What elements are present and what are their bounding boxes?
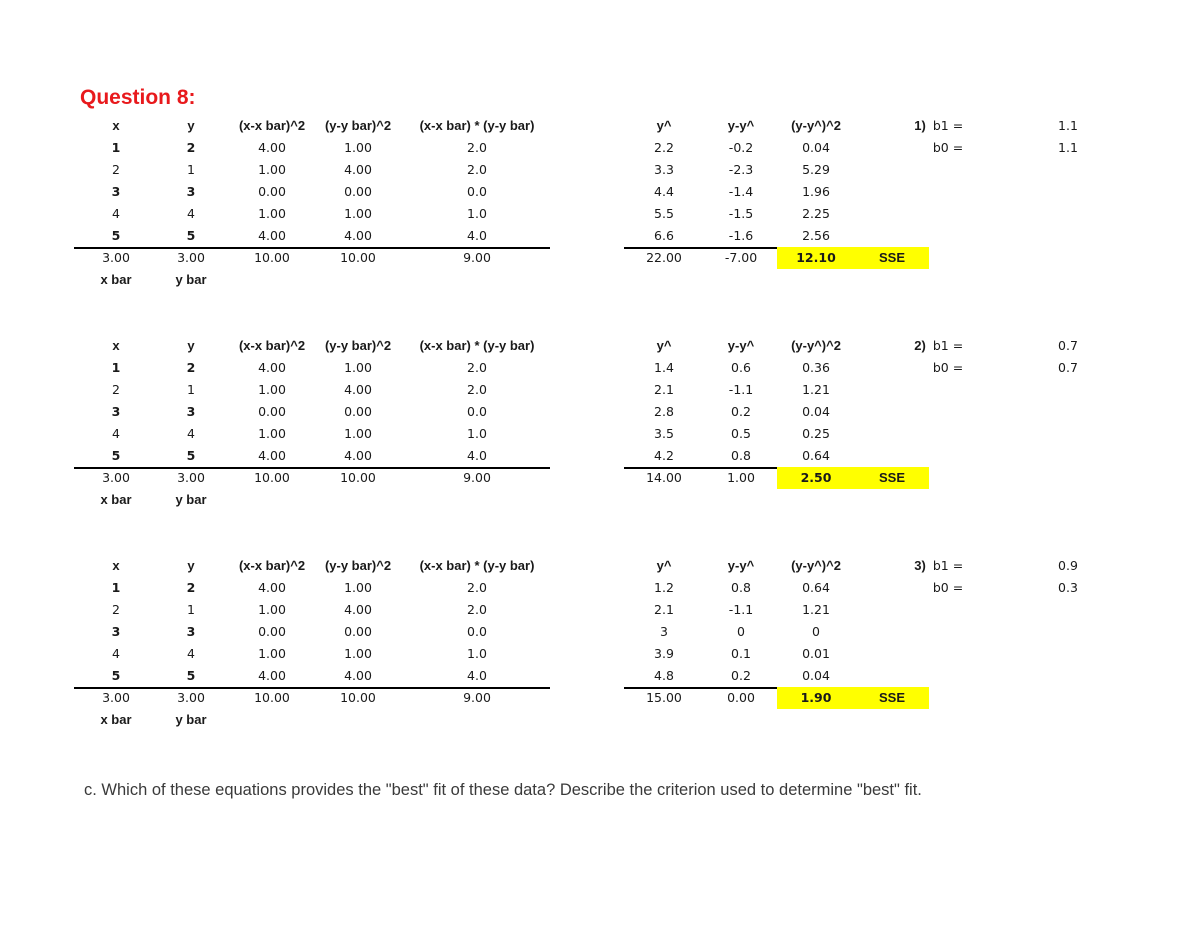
cell-yhat: 3 [660, 624, 668, 639]
cell-yhat: 1.2 [654, 580, 674, 595]
cell-resid2: 2.56 [802, 228, 830, 243]
cell-xy: 2.0 [467, 360, 487, 375]
header-yhat: y^ [656, 338, 672, 353]
header-resid: y-y^ [727, 338, 755, 353]
cell-x: 1 [111, 580, 121, 595]
cell-y: 1 [187, 602, 195, 617]
coef-number: 3) [914, 558, 926, 573]
cell-resid2: 0.25 [802, 426, 830, 441]
header-resid: y-y^ [727, 558, 755, 573]
cell-resid2: 0.64 [802, 448, 830, 463]
cell-xdev: 1.00 [258, 382, 286, 397]
total-rule [74, 247, 550, 249]
total-resid: -7.00 [724, 250, 758, 265]
sse-label: SSE [878, 250, 906, 265]
cell-yhat: 2.2 [654, 140, 674, 155]
cell-xy: 1.0 [467, 646, 487, 661]
cell-y: 1 [187, 382, 195, 397]
cell-y: 5 [186, 228, 196, 243]
cell-ydev: 1.00 [344, 140, 372, 155]
cell-resid: 0.6 [731, 360, 751, 375]
cell-ydev: 0.00 [344, 184, 372, 199]
xbar-label: x bar [100, 492, 132, 507]
header-ydev: (y-y bar)^2 [324, 558, 392, 573]
cell-xdev: 4.00 [258, 668, 286, 683]
total-yhat: 22.00 [646, 250, 682, 265]
cell-resid: -1.4 [728, 184, 754, 199]
cell-resid2: 0.01 [802, 646, 830, 661]
cell-xy: 4.0 [467, 228, 487, 243]
cell-resid: -1.1 [728, 382, 754, 397]
cell-yhat: 4.4 [654, 184, 674, 199]
cell-yhat: 2.1 [654, 602, 674, 617]
cell-ydev: 1.00 [344, 206, 372, 221]
total-rule [74, 467, 550, 469]
header-resid2: (y-y^)^2 [791, 338, 841, 353]
coef-number: 2) [914, 338, 926, 353]
cell-xdev: 4.00 [258, 360, 286, 375]
header-xdev: (x-x bar)^2 [238, 558, 306, 573]
cell-ydev: 4.00 [344, 382, 372, 397]
cell-resid: -0.2 [728, 140, 754, 155]
cell-xdev: 4.00 [258, 228, 286, 243]
cell-y: 1 [187, 162, 195, 177]
cell-yhat: 6.6 [654, 228, 674, 243]
cell-resid2: 0.04 [802, 404, 830, 419]
b0-label: b0 = [932, 360, 964, 375]
b1-label: b1 = [932, 338, 964, 353]
cell-x: 5 [111, 448, 121, 463]
header-x: x [112, 338, 120, 353]
total-xy: 9.00 [463, 690, 491, 705]
cell-ydev: 1.00 [344, 426, 372, 441]
cell-x: 3 [111, 184, 121, 199]
cell-x: 1 [111, 140, 121, 155]
header-x: x [112, 118, 120, 133]
total-y: 3.00 [177, 690, 205, 705]
total-resid2: 2.50 [800, 470, 832, 485]
header-resid2: (y-y^)^2 [791, 558, 841, 573]
cell-xy: 1.0 [467, 206, 487, 221]
total-ydev: 10.00 [340, 470, 376, 485]
cell-y: 5 [186, 448, 196, 463]
cell-resid2: 1.21 [802, 602, 830, 617]
cell-yhat: 4.8 [654, 668, 674, 683]
b1-value: 0.7 [1058, 338, 1078, 353]
cell-yhat: 3.3 [654, 162, 674, 177]
cell-resid2: 0.04 [802, 668, 830, 683]
header-yhat: y^ [656, 118, 672, 133]
cell-xdev: 1.00 [258, 162, 286, 177]
cell-resid: 0.8 [731, 448, 751, 463]
header-ydev: (y-y bar)^2 [324, 338, 392, 353]
cell-x: 4 [112, 426, 120, 441]
total-y: 3.00 [177, 250, 205, 265]
sse-label: SSE [878, 470, 906, 485]
b0-label: b0 = [932, 140, 964, 155]
total-resid: 1.00 [727, 470, 755, 485]
cell-resid2: 1.96 [802, 184, 830, 199]
sse-label: SSE [878, 690, 906, 705]
cell-x: 4 [112, 646, 120, 661]
cell-ydev: 4.00 [344, 162, 372, 177]
b0-label: b0 = [932, 580, 964, 595]
cell-ydev: 1.00 [344, 646, 372, 661]
cell-resid2: 0.04 [802, 140, 830, 155]
cell-ydev: 4.00 [344, 228, 372, 243]
cell-y: 2 [186, 140, 196, 155]
cell-xdev: 0.00 [258, 404, 286, 419]
ybar-label: y bar [175, 272, 207, 287]
cell-y: 2 [186, 580, 196, 595]
total-ydev: 10.00 [340, 250, 376, 265]
cell-ydev: 1.00 [344, 580, 372, 595]
cell-x: 4 [112, 206, 120, 221]
cell-xy: 2.0 [467, 602, 487, 617]
cell-resid2: 0 [812, 624, 820, 639]
cell-resid2: 0.36 [802, 360, 830, 375]
cell-yhat: 4.2 [654, 448, 674, 463]
cell-xy: 2.0 [467, 382, 487, 397]
total-yhat: 14.00 [646, 470, 682, 485]
cell-x: 2 [112, 602, 120, 617]
cell-xdev: 1.00 [258, 426, 286, 441]
header-xy: (x-x bar) * (y-y bar) [419, 558, 535, 573]
b1-value: 1.1 [1058, 118, 1078, 133]
cell-x: 3 [111, 404, 121, 419]
total-ydev: 10.00 [340, 690, 376, 705]
header-xy: (x-x bar) * (y-y bar) [419, 338, 535, 353]
page-title: Question 8: [80, 86, 196, 109]
coef-number: 1) [914, 118, 926, 133]
cell-y: 3 [186, 624, 196, 639]
cell-resid: -2.3 [728, 162, 754, 177]
cell-resid: 0.8 [731, 580, 751, 595]
cell-xdev: 0.00 [258, 624, 286, 639]
header-xdev: (x-x bar)^2 [238, 118, 306, 133]
total-x: 3.00 [102, 470, 130, 485]
cell-ydev: 4.00 [344, 602, 372, 617]
total-xdev: 10.00 [254, 690, 290, 705]
total-x: 3.00 [102, 690, 130, 705]
header-xdev: (x-x bar)^2 [238, 338, 306, 353]
cell-xdev: 1.00 [258, 206, 286, 221]
cell-resid: 0.5 [731, 426, 751, 441]
cell-resid: 0.1 [731, 646, 751, 661]
cell-y: 4 [187, 646, 195, 661]
cell-xdev: 4.00 [258, 448, 286, 463]
header-y: y [187, 558, 195, 573]
cell-ydev: 4.00 [344, 448, 372, 463]
cell-resid: -1.1 [728, 602, 754, 617]
xbar-label: x bar [100, 712, 132, 727]
total-yhat: 15.00 [646, 690, 682, 705]
cell-yhat: 3.9 [654, 646, 674, 661]
cell-y: 3 [186, 184, 196, 199]
cell-xy: 0.0 [467, 184, 487, 199]
cell-y: 4 [187, 206, 195, 221]
total-x: 3.00 [102, 250, 130, 265]
total-resid2: 12.10 [796, 250, 836, 265]
cell-resid2: 1.21 [802, 382, 830, 397]
total-rule [74, 687, 550, 689]
cell-ydev: 0.00 [344, 624, 372, 639]
cell-resid: 0 [737, 624, 745, 639]
cell-xy: 0.0 [467, 404, 487, 419]
cell-xy: 0.0 [467, 624, 487, 639]
b0-value: 0.7 [1058, 360, 1078, 375]
b0-value: 0.3 [1058, 580, 1078, 595]
cell-x: 1 [111, 360, 121, 375]
ybar-label: y bar [175, 712, 207, 727]
total-resid2: 1.90 [800, 690, 832, 705]
cell-yhat: 2.1 [654, 382, 674, 397]
cell-xdev: 4.00 [258, 140, 286, 155]
ybar-label: y bar [175, 492, 207, 507]
cell-x: 5 [111, 228, 121, 243]
b1-label: b1 = [932, 118, 964, 133]
cell-resid: 0.2 [731, 668, 751, 683]
cell-xdev: 4.00 [258, 580, 286, 595]
cell-yhat: 1.4 [654, 360, 674, 375]
cell-resid2: 0.64 [802, 580, 830, 595]
cell-resid: 0.2 [731, 404, 751, 419]
cell-y: 3 [186, 404, 196, 419]
cell-xdev: 1.00 [258, 602, 286, 617]
cell-ydev: 4.00 [344, 668, 372, 683]
b1-label: b1 = [932, 558, 964, 573]
header-yhat: y^ [656, 558, 672, 573]
total-xy: 9.00 [463, 470, 491, 485]
total-y: 3.00 [177, 470, 205, 485]
cell-resid: -1.5 [728, 206, 754, 221]
cell-x: 5 [111, 668, 121, 683]
cell-yhat: 2.8 [654, 404, 674, 419]
cell-xy: 4.0 [467, 668, 487, 683]
header-resid: y-y^ [727, 118, 755, 133]
b1-value: 0.9 [1058, 558, 1078, 573]
cell-y: 5 [186, 668, 196, 683]
cell-yhat: 5.5 [654, 206, 674, 221]
cell-xy: 2.0 [467, 580, 487, 595]
header-x: x [112, 558, 120, 573]
xbar-label: x bar [100, 272, 132, 287]
cell-ydev: 1.00 [344, 360, 372, 375]
header-xy: (x-x bar) * (y-y bar) [419, 118, 535, 133]
cell-x: 2 [112, 162, 120, 177]
cell-x: 2 [112, 382, 120, 397]
cell-resid2: 2.25 [802, 206, 830, 221]
cell-xy: 4.0 [467, 448, 487, 463]
cell-xdev: 0.00 [258, 184, 286, 199]
cell-xy: 2.0 [467, 162, 487, 177]
total-xy: 9.00 [463, 250, 491, 265]
cell-x: 3 [111, 624, 121, 639]
cell-resid: -1.6 [728, 228, 754, 243]
total-resid: 0.00 [727, 690, 755, 705]
total-xdev: 10.00 [254, 470, 290, 485]
cell-yhat: 3.5 [654, 426, 674, 441]
header-y: y [187, 118, 195, 133]
header-y: y [187, 338, 195, 353]
cell-xdev: 1.00 [258, 646, 286, 661]
header-resid2: (y-y^)^2 [791, 118, 841, 133]
cell-y: 4 [187, 426, 195, 441]
cell-y: 2 [186, 360, 196, 375]
cell-xy: 1.0 [467, 426, 487, 441]
header-ydev: (y-y bar)^2 [324, 118, 392, 133]
cell-ydev: 0.00 [344, 404, 372, 419]
question-text: c. Which of these equations provides the "best" fit of these data? Describe the criterion used to determine "best" fit. [84, 781, 922, 799]
cell-xy: 2.0 [467, 140, 487, 155]
cell-resid2: 5.29 [802, 162, 830, 177]
b0-value: 1.1 [1058, 140, 1078, 155]
total-xdev: 10.00 [254, 250, 290, 265]
